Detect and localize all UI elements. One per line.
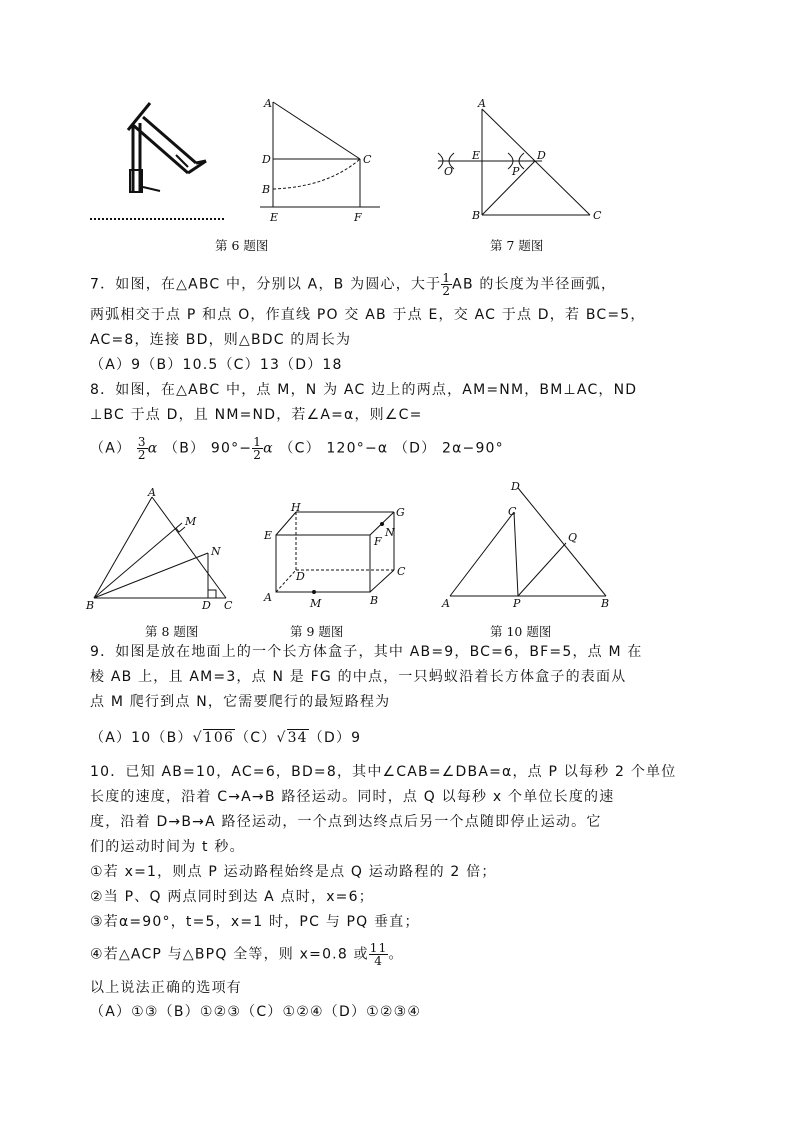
figure-9 xyxy=(258,500,418,615)
q10-statement-2: ②当 P、Q 两点同时到达 A 点时，x=6； xyxy=(90,889,374,905)
q9-opt-c-label: （C） xyxy=(235,730,277,746)
q7-text-1a: 7．如图，在△ABC 中，分别以 A，B 为圆心，大于 xyxy=(90,276,442,293)
q10-s4-fraction xyxy=(369,942,389,967)
fig7-label-E: E xyxy=(472,149,481,162)
q10-s4-num: 11 xyxy=(369,941,388,955)
fig9-label-C: C xyxy=(397,565,406,578)
fig7-label-C: C xyxy=(593,209,602,222)
q8-line-2: ⊥BC 于点 D，且 NM=ND，若∠A=α，则∠C= xyxy=(90,407,423,423)
fig7-label-A: A xyxy=(478,97,486,110)
fig9-label-M: M xyxy=(310,597,322,610)
figure-6-caption: 第 6 题图 xyxy=(215,238,269,253)
q8-line-1: 8．如图，在△ABC 中，点 M，N 为 AC 边上的两点，AM=NM，BM⊥AC，ND xyxy=(90,382,638,398)
fig9-point-M xyxy=(312,590,316,594)
q9-opt-d: （D）9 xyxy=(308,730,362,746)
q7-line-2: 两弧相交于点 P 和点 O，作直线 PO 交 AB 于点 E，交 AC 于点 D，若 BC=5， xyxy=(90,307,646,323)
figure-7-geometry xyxy=(438,109,590,215)
fig9-label-N: N xyxy=(385,526,395,539)
q9-line-3: 点 M 爬行到点 N，它需要爬行的最短路程为 xyxy=(90,694,391,710)
q7-fraction xyxy=(441,272,452,297)
q9-opt-b-radicand: 106 xyxy=(203,730,235,746)
q8-opt-a-tail: α xyxy=(147,440,159,457)
figure-6-geometry xyxy=(260,102,380,207)
fig7-label-B: B xyxy=(472,209,481,222)
q8-opt-d: （D） 2α−90° xyxy=(393,440,504,457)
figure-10 xyxy=(438,478,618,613)
q8-opt-b-tail: α xyxy=(263,440,274,457)
fig9-label-F: F xyxy=(374,535,382,548)
q8-opt-b-den: 2 xyxy=(253,448,263,462)
q10-s4-end: 。 xyxy=(388,946,404,963)
figure-8-drawing xyxy=(86,485,246,610)
q10-s4-text: ④若△ACP 与△BPQ 全等，则 x=0.8 或 xyxy=(90,946,369,963)
q9-options xyxy=(90,728,361,748)
q10-line-2: 长度的速度，沿着 C→A→B 路径运动。同时，点 Q 以每秒 x 个单位长度的速 xyxy=(90,789,615,805)
fig6-label-C: C xyxy=(363,153,372,166)
fig9-point-N xyxy=(380,522,384,526)
fig9-label-E: E xyxy=(264,529,273,542)
q10-options: （A）①③（B）①②③（C）①②④（D）①②③④ xyxy=(90,1004,422,1020)
fig8-label-D: D xyxy=(202,599,211,612)
q10-line-4: 们的运动时间为 t 秒。 xyxy=(90,839,245,855)
fig9-label-D: D xyxy=(296,570,305,583)
fig6-label-F: F xyxy=(354,211,362,224)
fig10-label-C: C xyxy=(508,505,517,518)
fig7-label-P: P xyxy=(512,165,520,178)
q8-opt-c: （C） 120°−α xyxy=(279,440,389,457)
fig9-label-A: A xyxy=(264,591,272,604)
fig6-label-D: D xyxy=(262,153,271,166)
fig6-label-A: A xyxy=(264,97,272,110)
figure-10-drawing xyxy=(438,478,618,613)
q8-opt-a-den: 2 xyxy=(137,448,147,462)
q8-opt-a-frac xyxy=(137,436,148,461)
fig10-label-Q: Q xyxy=(568,531,578,544)
q7-text-1b: AB 的长度为半径画弧， xyxy=(452,276,617,293)
figure-10-geometry xyxy=(450,488,606,596)
fig6-label-E: E xyxy=(270,211,279,224)
fig10-label-A: A xyxy=(442,597,450,610)
fig9-label-G: G xyxy=(396,506,405,519)
q9-line-1: 9．如图是放在地面上的一个长方体盒子，其中 AB=9，BC=6，BF=5，点 M 在 xyxy=(90,644,643,660)
q8-options xyxy=(90,436,504,461)
figure-9-geometry xyxy=(276,512,394,592)
fig8-label-M: M xyxy=(185,515,197,528)
figure-9-drawing xyxy=(258,500,418,615)
q8-opt-b-frac xyxy=(252,436,263,461)
q10-statement-4 xyxy=(90,942,404,967)
figure-10-caption: 第 10 题图 xyxy=(490,624,552,639)
q10-line-1: 10．已知 AB=10，AC=6，BD=8，其中∠CAB=∠DBA=α，点 P 以每秒 2 个单位 xyxy=(90,764,677,780)
fig10-label-P: P xyxy=(513,597,521,610)
figure-8-geometry xyxy=(94,497,226,598)
q7-line-1 xyxy=(90,272,616,297)
q8-opt-b-label: （B） xyxy=(164,440,206,457)
q9-opt-c-sqrt: √34 xyxy=(276,730,308,746)
fig7-label-D: D xyxy=(537,149,546,162)
q7-options: （A）9（B）10.5（C）13（D）18 xyxy=(90,357,343,373)
q10-ask: 以上说法正确的选项有 xyxy=(90,980,242,996)
fig9-label-H: H xyxy=(291,501,301,514)
q8-opt-a-label: （A） xyxy=(90,440,132,457)
fig10-label-D: D xyxy=(511,480,520,493)
fig8-label-A: A xyxy=(148,486,156,499)
figure-8-caption: 第 8 题图 xyxy=(145,624,199,639)
q8-opt-a-num: 3 xyxy=(137,435,147,449)
q7-frac-num: 1 xyxy=(442,271,452,285)
q10-s4-den: 4 xyxy=(374,954,384,968)
fig8-label-C: C xyxy=(224,599,233,612)
q8-opt-b-num: 1 xyxy=(253,435,263,449)
figure-7-caption: 第 7 题图 xyxy=(490,238,544,253)
fig10-label-B: B xyxy=(601,597,610,610)
figure-9-caption: 第 9 题图 xyxy=(290,624,344,639)
fig8-label-N: N xyxy=(211,545,221,558)
fig6-label-B: B xyxy=(262,183,271,196)
figure-6-drawing xyxy=(88,95,388,230)
q8-opt-b-head: 90°− xyxy=(210,440,253,457)
q9-opt-c-radicand: 34 xyxy=(287,730,308,746)
q9-opt-a: （A）10（B） xyxy=(90,730,193,746)
q7-frac-den: 2 xyxy=(442,284,452,298)
q9-opt-b-sqrt: √106 xyxy=(192,730,235,746)
figure-6 xyxy=(88,95,388,230)
fig9-label-B: B xyxy=(370,594,379,607)
q10-statement-1: ①若 x=1，则点 P 运动路程始终是点 Q 运动路程的 2 倍； xyxy=(90,864,497,880)
q7-line-3: AC=8，连接 BD，则△BDC 的周长为 xyxy=(90,332,352,348)
q10-line-3: 度，沿着 D→B→A 路径运动，一个点到达终点后另一个点随即停止运动。它 xyxy=(90,814,602,830)
figure-6-illustration xyxy=(128,103,206,193)
figure-8 xyxy=(86,485,246,610)
q9-line-2: 棱 AB 上，且 AM=3，点 N 是 FG 的中点，一只蚂蚁沿着长方体盒子的表面从 xyxy=(90,669,627,685)
fig8-label-B: B xyxy=(86,599,95,612)
figure-7-drawing xyxy=(430,95,610,225)
figure-7 xyxy=(430,95,610,225)
fig7-label-O: O xyxy=(444,165,454,178)
q10-statement-3: ③若α=90°，t=5，x=1 时，PC 与 PQ 垂直； xyxy=(90,914,420,930)
